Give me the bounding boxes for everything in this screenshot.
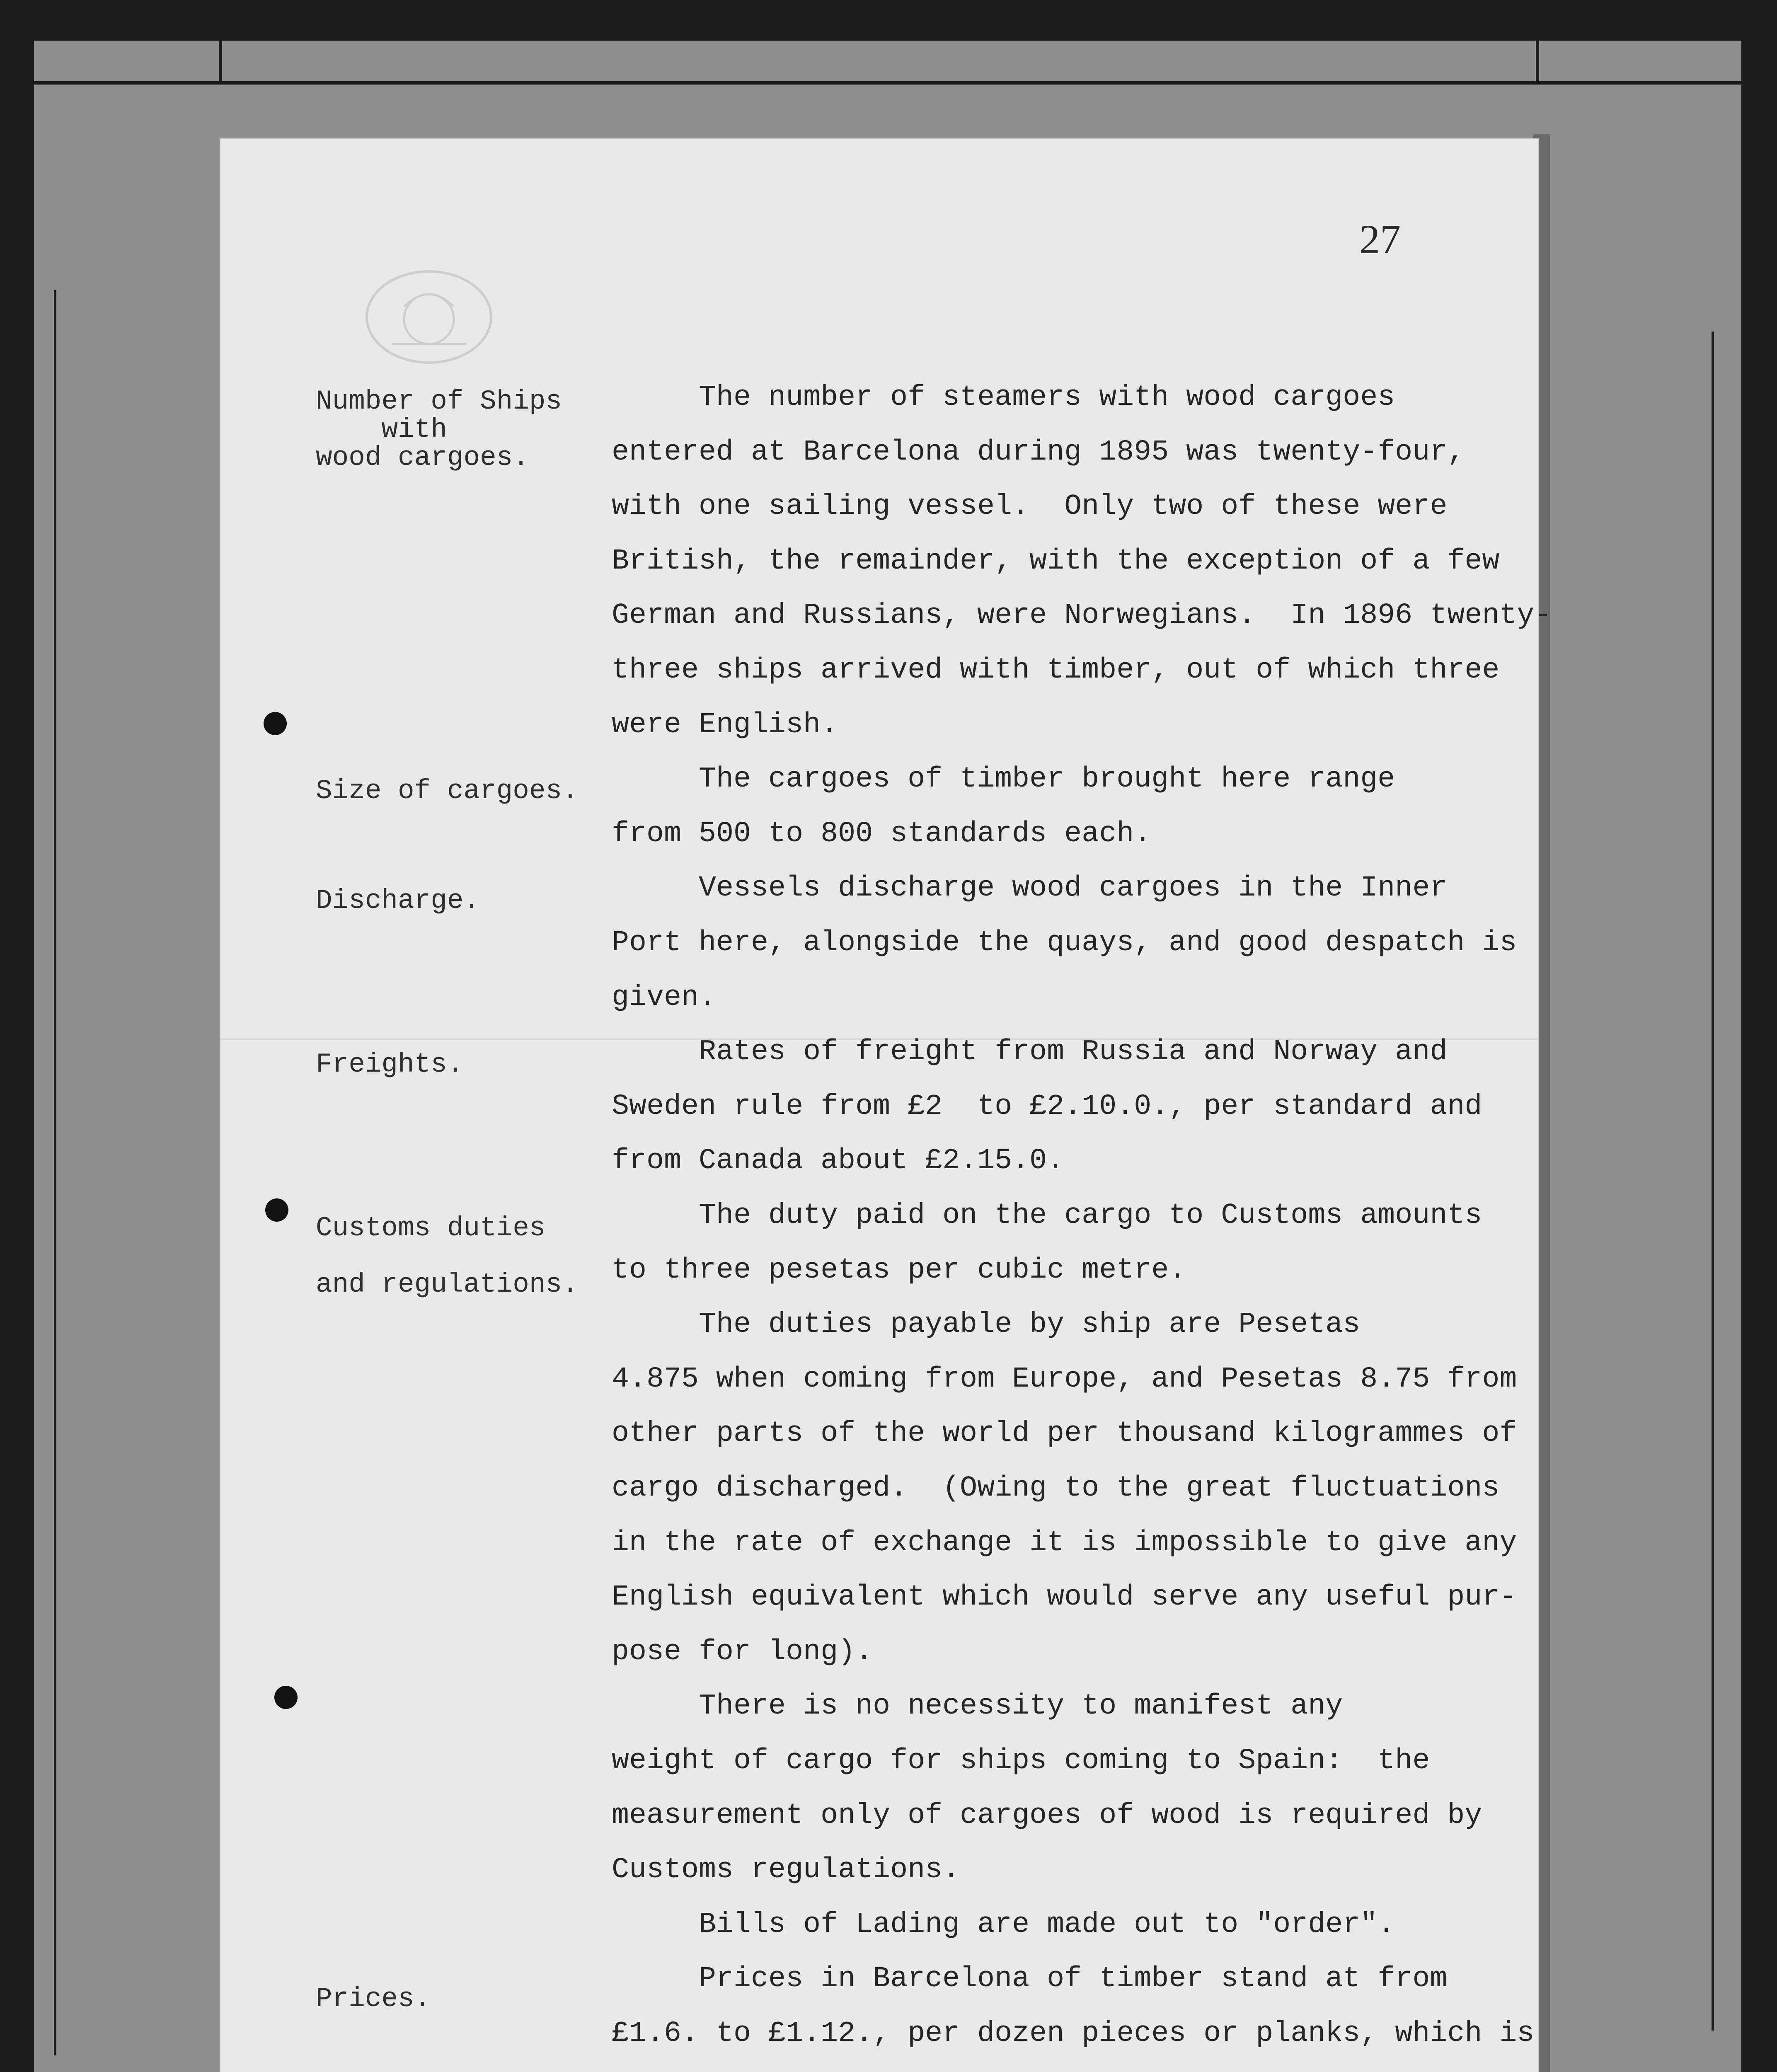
body-line: British, the remainder, with the exception of a few	[612, 545, 1500, 578]
body-line: cargo discharged. (Owing to the great fluctuations	[612, 1472, 1500, 1505]
margin-note-ships: with	[316, 414, 447, 445]
margin-note-freights: Freights.	[316, 1049, 464, 1080]
margin-note-ships: Number of Ships	[316, 386, 562, 417]
frame-tick-left	[219, 41, 222, 82]
body-line: Vessels discharge wood cargoes in the Inner	[612, 872, 1448, 905]
body-line: The duties payable by ship are Pesetas	[612, 1308, 1361, 1341]
margin-note-customs: Customs duties	[316, 1213, 546, 1244]
frame-tick-right	[1536, 41, 1539, 82]
body-line: were English.	[612, 708, 838, 741]
body-line: Sweden rule from £2 to £2.10.0., per standard and	[612, 1090, 1482, 1123]
body-line: entered at Barcelona during 1895 was twenty-four,	[612, 436, 1465, 469]
margin-note-discharge: Discharge.	[316, 885, 480, 916]
body-line: weight of cargo for ships coming to Spain: the	[612, 1745, 1430, 1777]
body-line: Rates of freight from Russia and Norway and	[612, 1036, 1448, 1069]
body-line: There is no necessity to manifest any	[612, 1690, 1343, 1723]
margin-note-customs: and regulations.	[316, 1269, 579, 1300]
body-line: £1.6. to £1.12., per dozen pieces or planks, which is	[612, 2017, 1535, 2050]
body-line: in the rate of exchange it is impossible to give any	[612, 1526, 1517, 1559]
margin-note-prices: Prices.	[316, 1983, 431, 2014]
punch-hole	[274, 1686, 298, 1709]
body-line: The cargoes of timber brought here range	[612, 763, 1395, 796]
body-line: pose for long).	[612, 1635, 873, 1668]
body-line: to three pesetas per cubic metre.	[612, 1254, 1186, 1287]
body-line: English equivalent which would serve any useful pur-	[612, 1581, 1517, 1614]
body-line: from Canada about £2.15.0.	[612, 1145, 1065, 1178]
frame-right-rule	[1712, 332, 1714, 2031]
punch-hole	[264, 712, 287, 735]
margin-note-size: Size of cargoes.	[316, 775, 579, 806]
body-line: with one sailing vessel. Only two of these were	[612, 490, 1448, 523]
body-line: The number of steamers with wood cargoes	[612, 381, 1395, 414]
margin-note-ships: wood cargoes.	[316, 442, 529, 473]
body-line: from 500 to 800 standards each.	[612, 817, 1152, 850]
body-line: Prices in Barcelona of timber stand at from	[612, 1963, 1448, 1996]
body-line: Port here, alongside the quays, and good despatch is	[612, 927, 1517, 959]
body-line: other parts of the world per thousand kilogrammes of	[612, 1417, 1517, 1450]
body-line: Bills of Lading are made out to "order".	[612, 1908, 1395, 1941]
page-number: 27	[1359, 216, 1401, 262]
frame-left-rule	[54, 290, 56, 2055]
punch-hole	[265, 1198, 288, 1222]
frame-top-line	[34, 81, 1741, 85]
body-line: given.	[612, 981, 717, 1014]
body-line: Customs regulations.	[612, 1854, 960, 1887]
body-line: German and Russians, were Norwegians. In 1896 twenty-	[612, 599, 1552, 632]
body-line: measurement only of cargoes of wood is required by	[612, 1799, 1482, 1832]
body-line: 4.875 when coming from Europe, and Pesetas 8.75 from	[612, 1363, 1517, 1396]
body-line: The duty paid on the cargo to Customs amounts	[612, 1199, 1482, 1232]
embossed-seal-icon	[346, 257, 512, 377]
body-line: three ships arrived with timber, out of which three	[612, 654, 1500, 687]
